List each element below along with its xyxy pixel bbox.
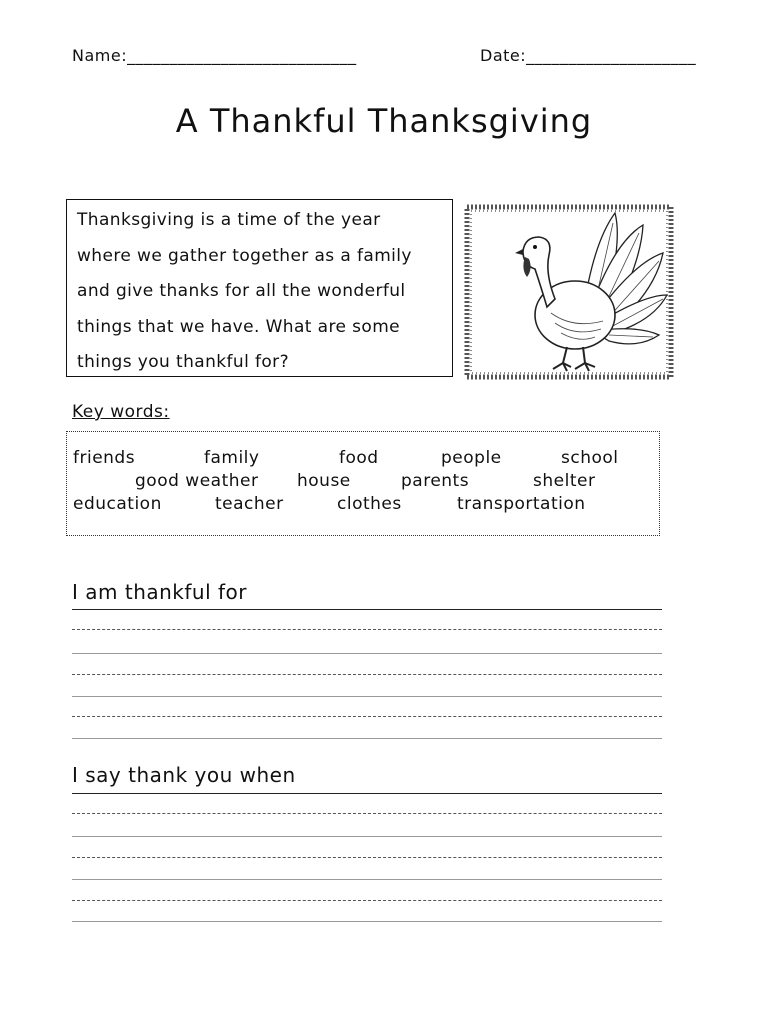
writing-prompt-thank-you: I say thank you when	[72, 763, 296, 787]
writing-guide-line	[72, 857, 662, 858]
writing-line[interactable]	[72, 609, 662, 610]
date-label: Date:	[480, 46, 527, 65]
passage-line: things that we have. What are some	[77, 316, 401, 337]
passage-line: Thanksgiving is a time of the year	[77, 210, 381, 230]
turkey-icon	[463, 203, 675, 381]
turkey-illustration	[463, 203, 675, 381]
key-word: food	[339, 448, 379, 468]
key-word: people	[441, 448, 502, 468]
writing-line[interactable]	[72, 921, 662, 922]
writing-line[interactable]	[72, 696, 662, 697]
writing-line[interactable]	[72, 738, 662, 739]
writing-guide-line	[72, 716, 662, 717]
key-word: house	[297, 471, 351, 491]
writing-line[interactable]	[72, 879, 662, 880]
writing-guide-line	[72, 629, 662, 630]
key-word: teacher	[215, 494, 284, 514]
key-word: family	[204, 448, 260, 468]
name-field[interactable]	[72, 46, 357, 65]
writing-guide-line	[72, 674, 662, 675]
writing-guide-line	[72, 813, 662, 814]
name-blank: ___________________________	[127, 46, 357, 65]
passage-box	[66, 199, 453, 377]
key-word: school	[561, 448, 619, 468]
date-blank: ____________________	[526, 46, 697, 65]
writing-line[interactable]	[72, 793, 662, 794]
key-word: friends	[73, 448, 136, 468]
writing-line[interactable]	[72, 653, 662, 654]
key-word: transportation	[457, 494, 586, 514]
passage-line: where we gather together as a family	[77, 245, 412, 266]
passage-line: and give thanks for all the wonderful	[77, 281, 406, 301]
key-word: clothes	[337, 494, 402, 514]
key-words-box	[66, 431, 660, 536]
key-words-label: Key words:	[72, 402, 170, 422]
key-word: parents	[401, 471, 470, 491]
key-word: good weather	[135, 471, 259, 491]
key-word: education	[73, 494, 162, 514]
writing-line[interactable]	[72, 836, 662, 837]
writing-prompt-thankful: I am thankful for	[72, 580, 248, 604]
writing-guide-line	[72, 900, 662, 901]
key-word: shelter	[533, 471, 596, 491]
page-title: A Thankful Thanksgiving	[175, 102, 593, 140]
date-field[interactable]	[480, 46, 696, 65]
passage-line: things you thankful for?	[77, 352, 289, 372]
name-label: Name:	[72, 46, 128, 65]
